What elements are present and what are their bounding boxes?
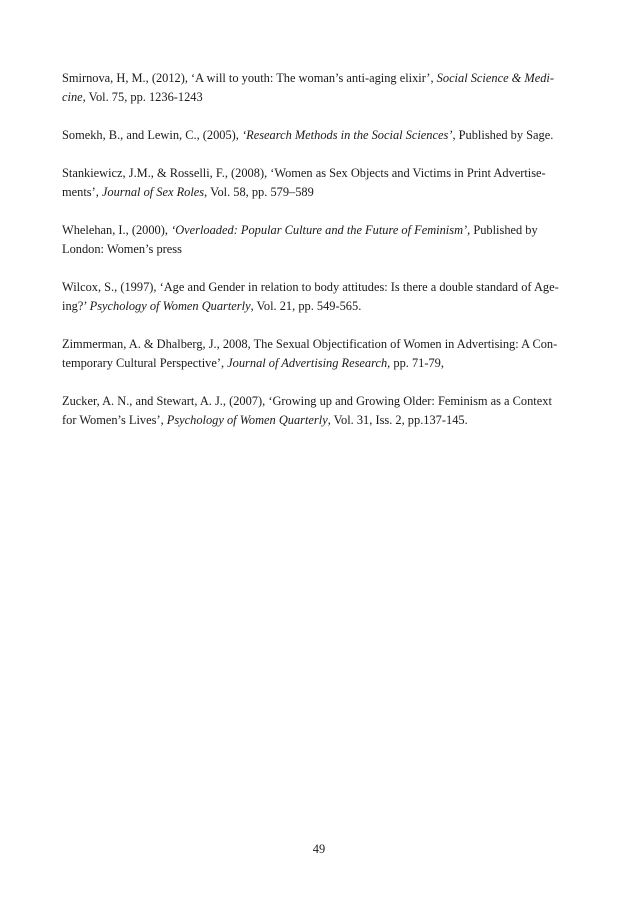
reference-line xyxy=(62,392,578,411)
italic-title: Psychology of Women Quarterly xyxy=(89,299,251,313)
reference-line xyxy=(62,183,578,202)
reference-text: Somekh, B., and Lewin, C., (2005), xyxy=(62,128,242,142)
reference-text: for Women’s Lives’, xyxy=(62,413,167,427)
reference-entry xyxy=(62,126,578,145)
reference-text: , Published by xyxy=(467,223,538,237)
italic-title: ‘Research Methods in the Social Sciences’ xyxy=(242,128,453,142)
italic-title: Journal of Sex Roles xyxy=(101,185,205,199)
reference-text: Vol. 75, pp. 1236-1243 xyxy=(85,90,203,104)
page-number: 49 xyxy=(312,842,326,856)
reference-entry xyxy=(62,335,578,373)
reference-text: Wilcox, S., (1997), ‘Age and Gender in relation to body attitudes: Is there a double standard of Age- xyxy=(62,280,559,294)
reference-text: , Vol. 58, pp. 579–589 xyxy=(204,185,314,199)
reference-text: Smirnova, H, M., (2012), ‘A will to youth: The woman’s anti-aging elixir’, xyxy=(62,71,437,85)
reference-line xyxy=(62,240,578,259)
reference-line xyxy=(62,69,578,88)
reference-text: , Published by Sage. xyxy=(452,128,554,142)
reference-line xyxy=(62,126,578,145)
reference-text: pp. 71-79, xyxy=(390,356,444,370)
reference-text: Zimmerman, A. & Dhalberg, J., 2008, The Sexual Objectification of Women in Advertising: A Con- xyxy=(62,337,558,351)
reference-text: temporary Cultural Perspective’, xyxy=(62,356,228,370)
reference-text: ing?’ xyxy=(62,299,90,313)
italic-title: ‘Overloaded: Popular Culture and the Future of Feminism’ xyxy=(171,223,468,237)
italic-title: Psychology of Women Quarterly xyxy=(166,413,328,427)
reference-list xyxy=(62,69,578,449)
reference-entry xyxy=(62,278,578,316)
reference-text: Zucker, A. N., and Stewart, A. J., (2007), ‘Growing up and Growing Older: Feminism as a Context xyxy=(62,394,552,408)
reference-line xyxy=(62,411,578,430)
reference-text: Whelehan, I., (2000), xyxy=(62,223,172,237)
reference-entry xyxy=(62,69,578,107)
reference-text: ments’, xyxy=(62,185,102,199)
reference-line xyxy=(62,278,578,297)
reference-text: London: Women’s press xyxy=(62,242,182,256)
italic-title: cine, xyxy=(62,90,86,104)
reference-line xyxy=(62,88,578,107)
reference-text: , Vol. 31, Iss. 2, pp.137-145. xyxy=(327,413,468,427)
reference-line xyxy=(62,354,578,373)
reference-line xyxy=(62,297,578,316)
italic-title: Social Science & Medi- xyxy=(436,71,554,85)
reference-entry xyxy=(62,221,578,259)
reference-line xyxy=(62,164,578,183)
reference-line xyxy=(62,335,578,354)
reference-line xyxy=(62,221,578,240)
reference-entry xyxy=(62,164,578,202)
reference-text: , Vol. 21, pp. 549-565. xyxy=(250,299,362,313)
reference-text: Stankiewicz, J.M., & Rosselli, F., (2008), ‘Women as Sex Objects and Victims in Print Advertise- xyxy=(62,166,546,180)
reference-entry xyxy=(62,392,578,430)
italic-title: Journal of Advertising Research, xyxy=(227,356,391,370)
